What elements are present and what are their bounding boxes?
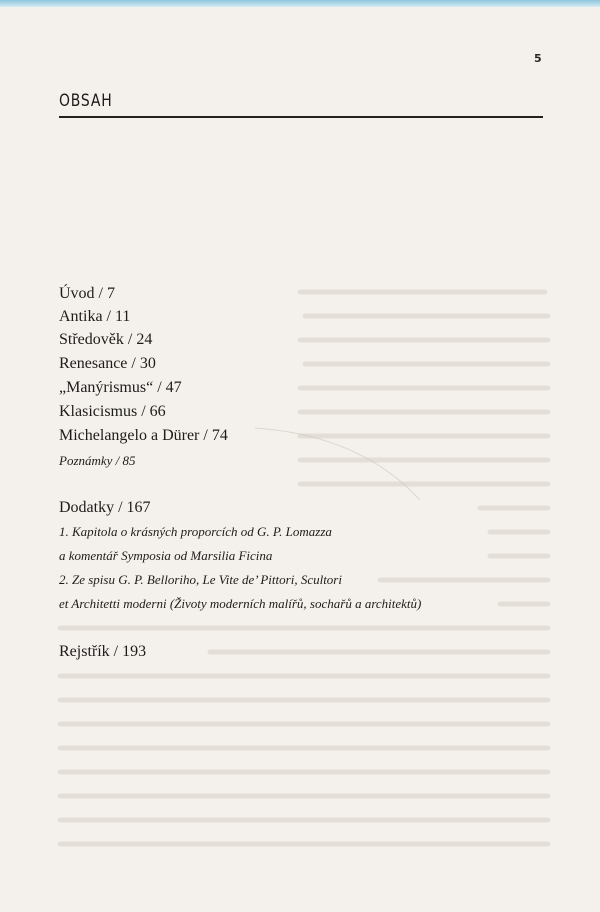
toc-entry-rejstrik: Rejstřík / 193 — [59, 643, 147, 660]
toc-entry-dodatky: Dodatky / 167 — [59, 499, 151, 516]
page-edge — [0, 0, 600, 7]
toc-subentry-bellori: 2. Ze spisu G. P. Belloriho, Le Vite de’ Pittori, Scultori — [59, 572, 342, 587]
heading-rule — [59, 116, 543, 118]
toc-subentry-ficino: a komentář Symposia od Marsilia Ficina — [59, 548, 273, 563]
toc-entry-antika: Antika / 11 — [59, 308, 131, 325]
toc-entry-poznamky: Poznámky / 85 — [59, 453, 136, 468]
page-number: 5 — [534, 52, 542, 65]
toc-entry-stredovek: Středověk / 24 — [59, 331, 153, 348]
page-title: OBSAH — [59, 91, 113, 111]
toc-entry-renesance: Renesance / 30 — [59, 355, 156, 372]
toc-entry-klasicismus: Klasicismus / 66 — [59, 403, 166, 420]
toc-entry-uvod: Úvod / 7 — [59, 285, 115, 302]
toc-entry-manyrismus: „Manýrismus“ / 47 — [59, 379, 182, 396]
toc-subentry-lomazzo: 1. Kapitola o krásných proporcích od G. P. Lomazza — [59, 524, 332, 539]
toc-entry-michelangelo-durer: Michelangelo a Dürer / 74 — [59, 427, 228, 444]
toc-subentry-architetti: et Architetti moderni (Životy moderních malířů, sochařů a architektů) — [59, 596, 422, 611]
